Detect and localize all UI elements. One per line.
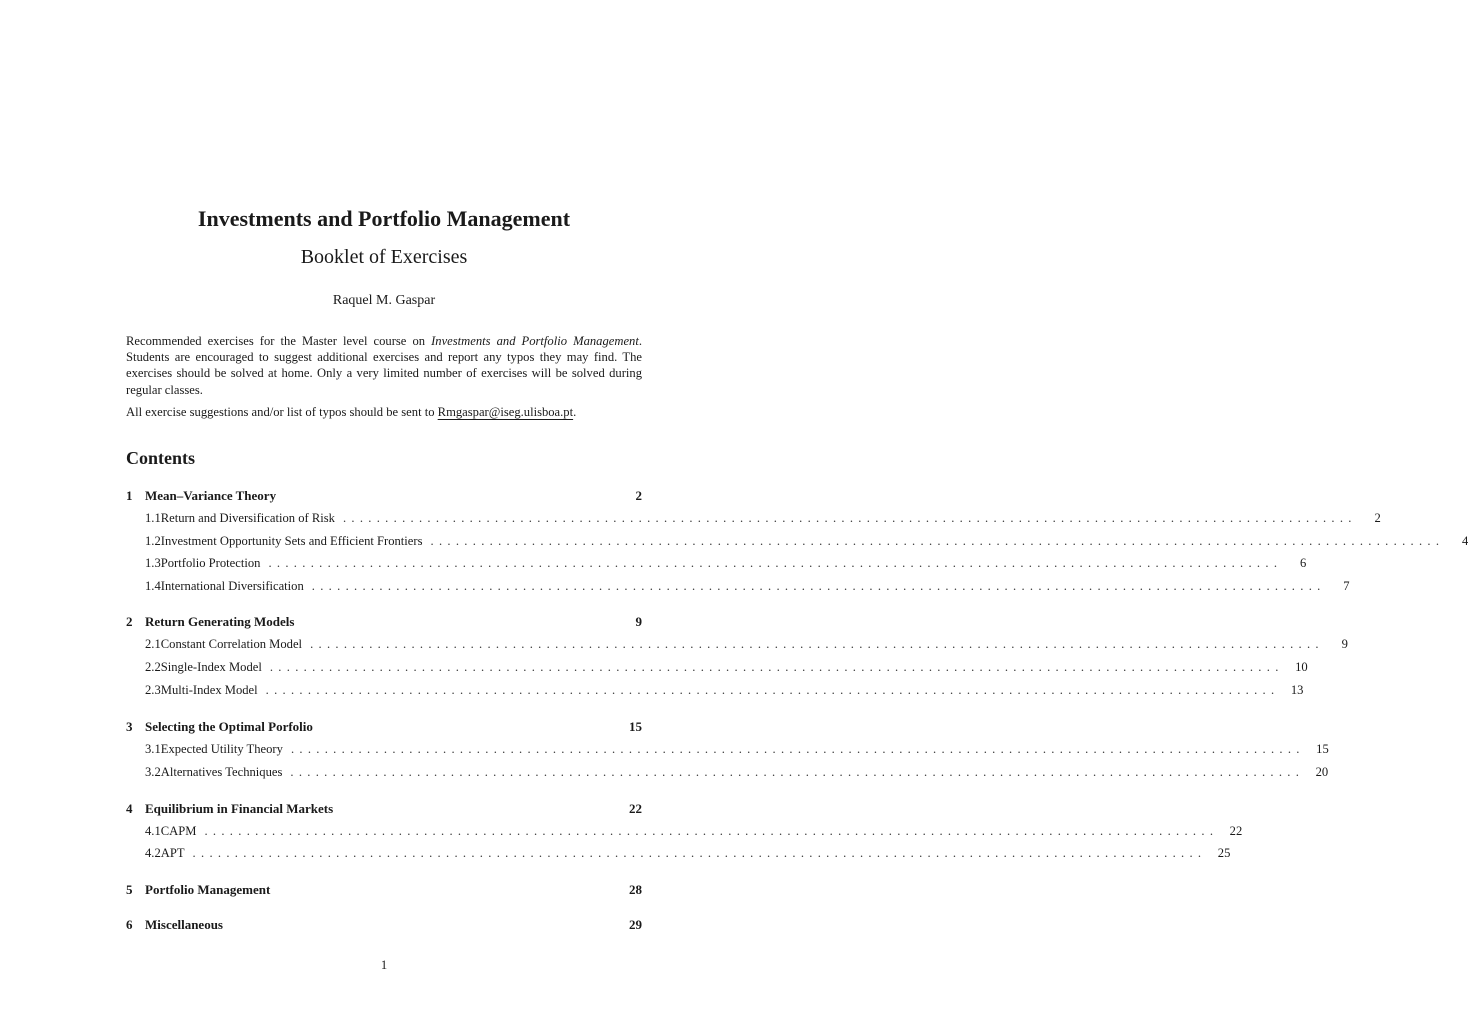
abstract-paragraph-2 bbox=[126, 404, 642, 420]
contact-text: All exercise suggestions and/or list of typos should be sent to bbox=[126, 404, 438, 419]
toc-subsection-4-1[interactable] bbox=[126, 824, 1243, 842]
document-title: Investments and Portfolio Management bbox=[197, 206, 571, 231]
toc-label: Equilibrium in Financial Markets bbox=[145, 801, 334, 816]
toc-section-6[interactable] bbox=[126, 917, 642, 935]
toc-label: Expected Utility Theory bbox=[160, 742, 283, 756]
toc-page: 15 bbox=[629, 719, 642, 734]
toc-section-5[interactable] bbox=[126, 882, 642, 900]
toc-section-3[interactable] bbox=[126, 719, 642, 737]
toc-label: Constant Correlation Model bbox=[160, 637, 303, 651]
toc-section-4[interactable] bbox=[126, 801, 642, 819]
toc-label: International Diversification bbox=[160, 579, 304, 593]
toc-page: 29 bbox=[629, 917, 642, 932]
toc-number: 3.2 bbox=[145, 765, 161, 779]
toc-label: Portfolio Management bbox=[145, 882, 271, 897]
toc-page: 22 bbox=[629, 801, 642, 816]
toc-page: 9 bbox=[635, 614, 642, 629]
toc-number: 2.2 bbox=[145, 660, 161, 674]
toc-label: Single-Index Model bbox=[160, 660, 262, 674]
toc-leader: ........................................................................................................................ bbox=[342, 511, 1357, 525]
toc-subsection-4-2[interactable] bbox=[126, 846, 1231, 864]
toc-label: Mean–Variance Theory bbox=[145, 488, 277, 503]
toc-subsection-1-4[interactable] bbox=[126, 579, 1350, 597]
toc-section-2[interactable] bbox=[126, 614, 642, 632]
abstract-text: . Students are encouraged to suggest additional exercises and report any typos they may find. The exercises should be solved at home. Only a very limited number of exercises will be solved during regular classes. bbox=[126, 334, 642, 397]
toc-subsection-2-1[interactable] bbox=[126, 637, 1348, 655]
toc-leader: ........................................................................................................................ bbox=[204, 824, 1219, 838]
toc-number: 1.2 bbox=[145, 534, 161, 548]
toc-page: 28 bbox=[629, 882, 642, 897]
toc-subsection-2-2[interactable] bbox=[126, 660, 1308, 678]
toc-page: 2 bbox=[635, 488, 642, 503]
toc-subsection-1-2[interactable] bbox=[126, 534, 1468, 552]
toc-number: 1.1 bbox=[145, 511, 161, 525]
toc-number: 3 bbox=[126, 719, 133, 734]
toc-section-1[interactable] bbox=[126, 488, 642, 506]
abstract-text: Recommended exercises for the Master level course on bbox=[126, 334, 432, 348]
toc-number: 6 bbox=[126, 917, 133, 932]
toc-label: Return and Diversification of Risk bbox=[160, 511, 335, 525]
toc-subsection-2-3[interactable] bbox=[126, 683, 1304, 701]
document-subtitle: Booklet of Exercises bbox=[300, 246, 468, 268]
toc-leader: ........................................................................................................................ bbox=[268, 556, 1283, 570]
toc-number: 4 bbox=[126, 801, 133, 816]
toc-number: 3.1 bbox=[145, 742, 161, 756]
toc-label: CAPM bbox=[160, 824, 197, 838]
toc-label: Investment Opportunity Sets and Efficient Frontiers bbox=[160, 534, 423, 548]
toc-page: 7 bbox=[1343, 579, 1350, 593]
author-name: Raquel M. Gaspar bbox=[332, 293, 436, 308]
toc-leader: ........................................................................................................................ bbox=[430, 534, 1445, 548]
toc-leader: ........................................................................................................................ bbox=[311, 579, 1326, 593]
toc-subsection-1-3[interactable] bbox=[126, 556, 1307, 574]
toc-subsection-3-2[interactable] bbox=[126, 765, 1329, 783]
toc-number: 4.1 bbox=[145, 824, 161, 838]
contents-heading: Contents bbox=[126, 448, 196, 468]
course-name: Investments and Portfolio Management bbox=[431, 334, 639, 348]
toc-label: Alternatives Techniques bbox=[160, 765, 283, 779]
toc-number: 5 bbox=[126, 882, 133, 897]
toc-page: 13 bbox=[1290, 683, 1304, 697]
toc-label: Portfolio Protection bbox=[160, 556, 261, 570]
toc-number: 1.3 bbox=[145, 556, 161, 570]
toc-leader: ........................................................................................................................ bbox=[265, 683, 1280, 697]
abstract-paragraph-1 bbox=[126, 333, 642, 398]
toc-page: 20 bbox=[1315, 765, 1329, 779]
email-link[interactable]: Rmgaspar@iseg.ulisboa.pt bbox=[437, 404, 574, 419]
toc-page: 6 bbox=[1299, 556, 1307, 570]
toc-number: 2 bbox=[126, 614, 133, 629]
toc-page: 10 bbox=[1295, 660, 1308, 674]
toc-label: APT bbox=[160, 846, 185, 860]
toc-page: 22 bbox=[1229, 824, 1243, 838]
toc-leader: ........................................................................................................................ bbox=[310, 637, 1324, 651]
toc-page: 2 bbox=[1374, 511, 1381, 525]
toc-page: 25 bbox=[1217, 846, 1231, 860]
toc-number: 2.3 bbox=[145, 683, 161, 697]
toc-number: 2.1 bbox=[145, 637, 161, 651]
toc-number: 1 bbox=[126, 488, 133, 503]
toc-label: Selecting the Optimal Porfolio bbox=[145, 719, 313, 734]
toc-number: 4.2 bbox=[145, 846, 161, 860]
contact-text-end: . bbox=[573, 404, 577, 419]
toc-page: 15 bbox=[1316, 742, 1329, 756]
abstract bbox=[126, 333, 642, 420]
page-number: 1 bbox=[380, 958, 388, 972]
toc-page: 9 bbox=[1341, 637, 1348, 651]
toc-label: Miscellaneous bbox=[145, 917, 223, 932]
toc-subsection-3-1[interactable] bbox=[126, 742, 1329, 760]
toc-page: 4 bbox=[1462, 534, 1468, 548]
toc-leader: ........................................................................................................................ bbox=[290, 742, 1305, 756]
toc-label: Return Generating Models bbox=[145, 614, 295, 629]
toc-leader: ........................................................................................................................ bbox=[192, 846, 1207, 860]
toc-leader: ........................................................................................................................ bbox=[269, 660, 1284, 674]
toc-number: 1.4 bbox=[145, 579, 161, 593]
toc-subsection-1-1[interactable] bbox=[126, 511, 1381, 529]
toc-label: Multi-Index Model bbox=[160, 683, 258, 697]
toc-leader: ........................................................................................................................ bbox=[290, 765, 1305, 779]
